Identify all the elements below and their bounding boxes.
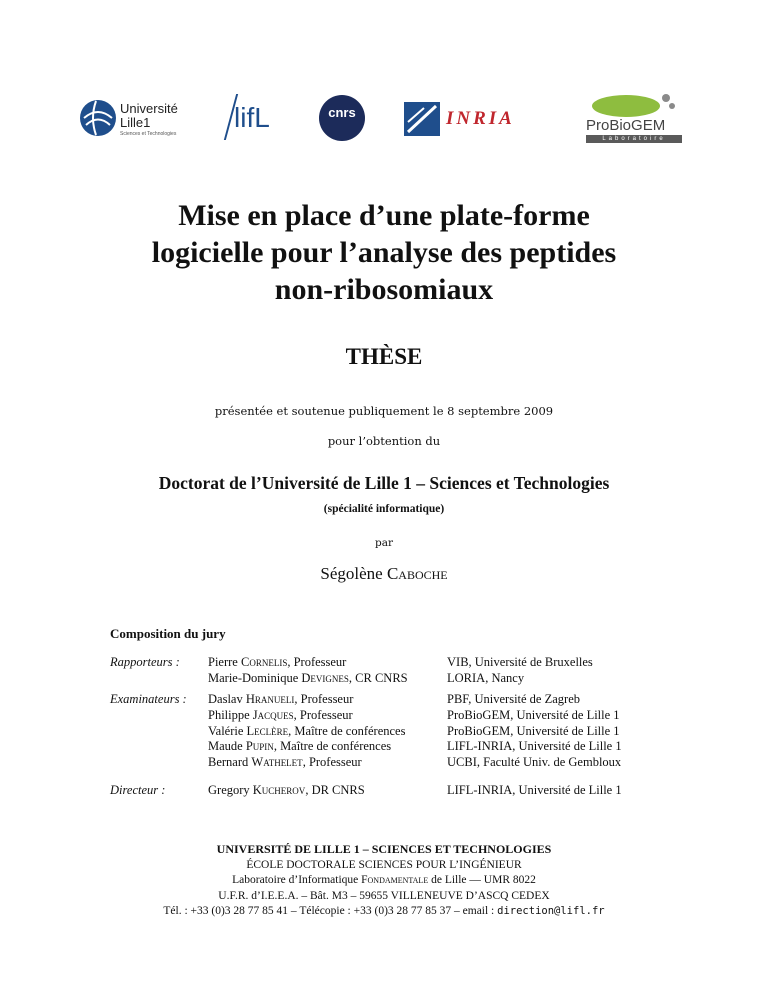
thesis-title [0, 197, 768, 308]
jury-member: Bernard Wathelet, Professeur [208, 755, 362, 770]
jury-affiliation: PBF, Université de Zagreb [447, 692, 581, 706]
jury-affiliations [447, 783, 622, 799]
jury-names [208, 655, 408, 687]
jury-member: Pierre Cornelis, Professeur [208, 655, 347, 669]
jury-member: Gregory Kucherov, DR CNRS [208, 783, 365, 797]
jury-affiliation: LIFL-INRIA, Université de Lille 1 [447, 783, 622, 797]
jury-affiliation: UCBI, Faculté Univ. de Gembloux [447, 755, 622, 770]
these-heading: THÈSE [345, 344, 423, 369]
jury-member: Maude Pupin, Maître de conférences [208, 739, 392, 754]
logo-universite-text: Université [120, 101, 178, 116]
inria-mark-icon [404, 102, 440, 136]
globe-icon [78, 98, 118, 138]
jury-affiliation: ProBioGEM, Université de Lille 1 [447, 707, 620, 722]
jury-directeur [110, 783, 690, 801]
jury-member: Daslav Hranueli, Professeur [208, 692, 354, 706]
inria-logo [404, 92, 549, 144]
footer-contact: Tél. : +33 (0)3 28 77 85 41 – Télécopie : +33 (0)3 28 77 85 37 – email : direction@lifl.fr [163, 905, 605, 917]
jury-role: Rapporteurs : [110, 655, 180, 669]
footer-laboratoire: Laboratoire d’Informatique Fondamentale de Lille — UMR 8022 [232, 874, 536, 886]
logo-sciences-text: Sciences et Technologies [120, 131, 177, 137]
author-first-name: Ségolène [320, 564, 383, 583]
logo-probiogem-text: ProBioGEM [586, 117, 666, 134]
jury-affiliation: LORIA, Nancy [447, 670, 525, 685]
doctorat-text: Doctorat de l’Université de Lille 1 – Sciences et Technologies [158, 473, 610, 493]
title-line: logicielle pour l’analyse des peptides [151, 236, 617, 269]
title-line: Mise en place d’une plate-forme [178, 199, 590, 232]
jury-role: Directeur : [110, 783, 166, 797]
jury-member: Philippe Jacques, Professeur [208, 707, 353, 722]
footer-ecole: ÉCOLE DOCTORALE SCIENCES POUR L’INGÉNIEUR [246, 858, 522, 871]
logo-probiogem-sub: Laboratoire [602, 136, 666, 142]
jury-affiliations [447, 692, 622, 771]
jury-affiliation: VIB, Université de Bruxelles [447, 655, 593, 669]
par-text: par [374, 537, 393, 549]
logo-lifl-text: lifL [234, 102, 270, 133]
footer-address: U.F.R. d’I.E.E.A. – Bât. M3 – 59655 VILLENEUVE D’ASCQ CEDEX [218, 889, 550, 902]
obtention-text: pour l’obtention du [327, 434, 441, 448]
jury-examinateurs [110, 692, 690, 772]
footer-university: UNIVERSITÉ DE LILLE 1 – SCIENCES ET TECHNOLOGIES [216, 842, 552, 856]
title-line: non-ribosomiaux [274, 273, 494, 306]
specialite-text: (spécialité informatique) [323, 503, 445, 515]
jury-member: Valérie Leclère, Maître de conférences [208, 723, 406, 738]
lifl-logo [228, 92, 280, 144]
logo-cnrs-text: cnrs [328, 105, 356, 120]
universite-lille1-logo [78, 92, 198, 144]
jury-rapporteurs [110, 655, 690, 687]
cnrs-logo [318, 92, 366, 144]
jury-affiliation: ProBioGEM, Université de Lille 1 [447, 723, 620, 738]
author-last-name: Caboche [386, 564, 448, 583]
author-name [0, 564, 768, 584]
jury-member: Marie-Dominique Devignes, CR CNRS [208, 670, 408, 685]
logo-inria-text: INRIA [446, 108, 515, 129]
footer [0, 842, 768, 920]
jury-names [208, 783, 365, 799]
jury-names [208, 692, 405, 771]
jury-heading: Composition du jury [110, 626, 226, 641]
presentee-text: présentée et soutenue publiquement le 8 septembre 2009 [214, 404, 554, 418]
logo-lille1-text: Lille1 [120, 115, 151, 130]
jury-role: Examinateurs : [110, 692, 187, 706]
probiogem-logo [584, 92, 684, 144]
email-link[interactable]: direction@lifl.fr [497, 905, 605, 917]
jury-affiliations [447, 655, 593, 687]
jury-affiliation: LIFL-INRIA, Université de Lille 1 [447, 739, 622, 754]
